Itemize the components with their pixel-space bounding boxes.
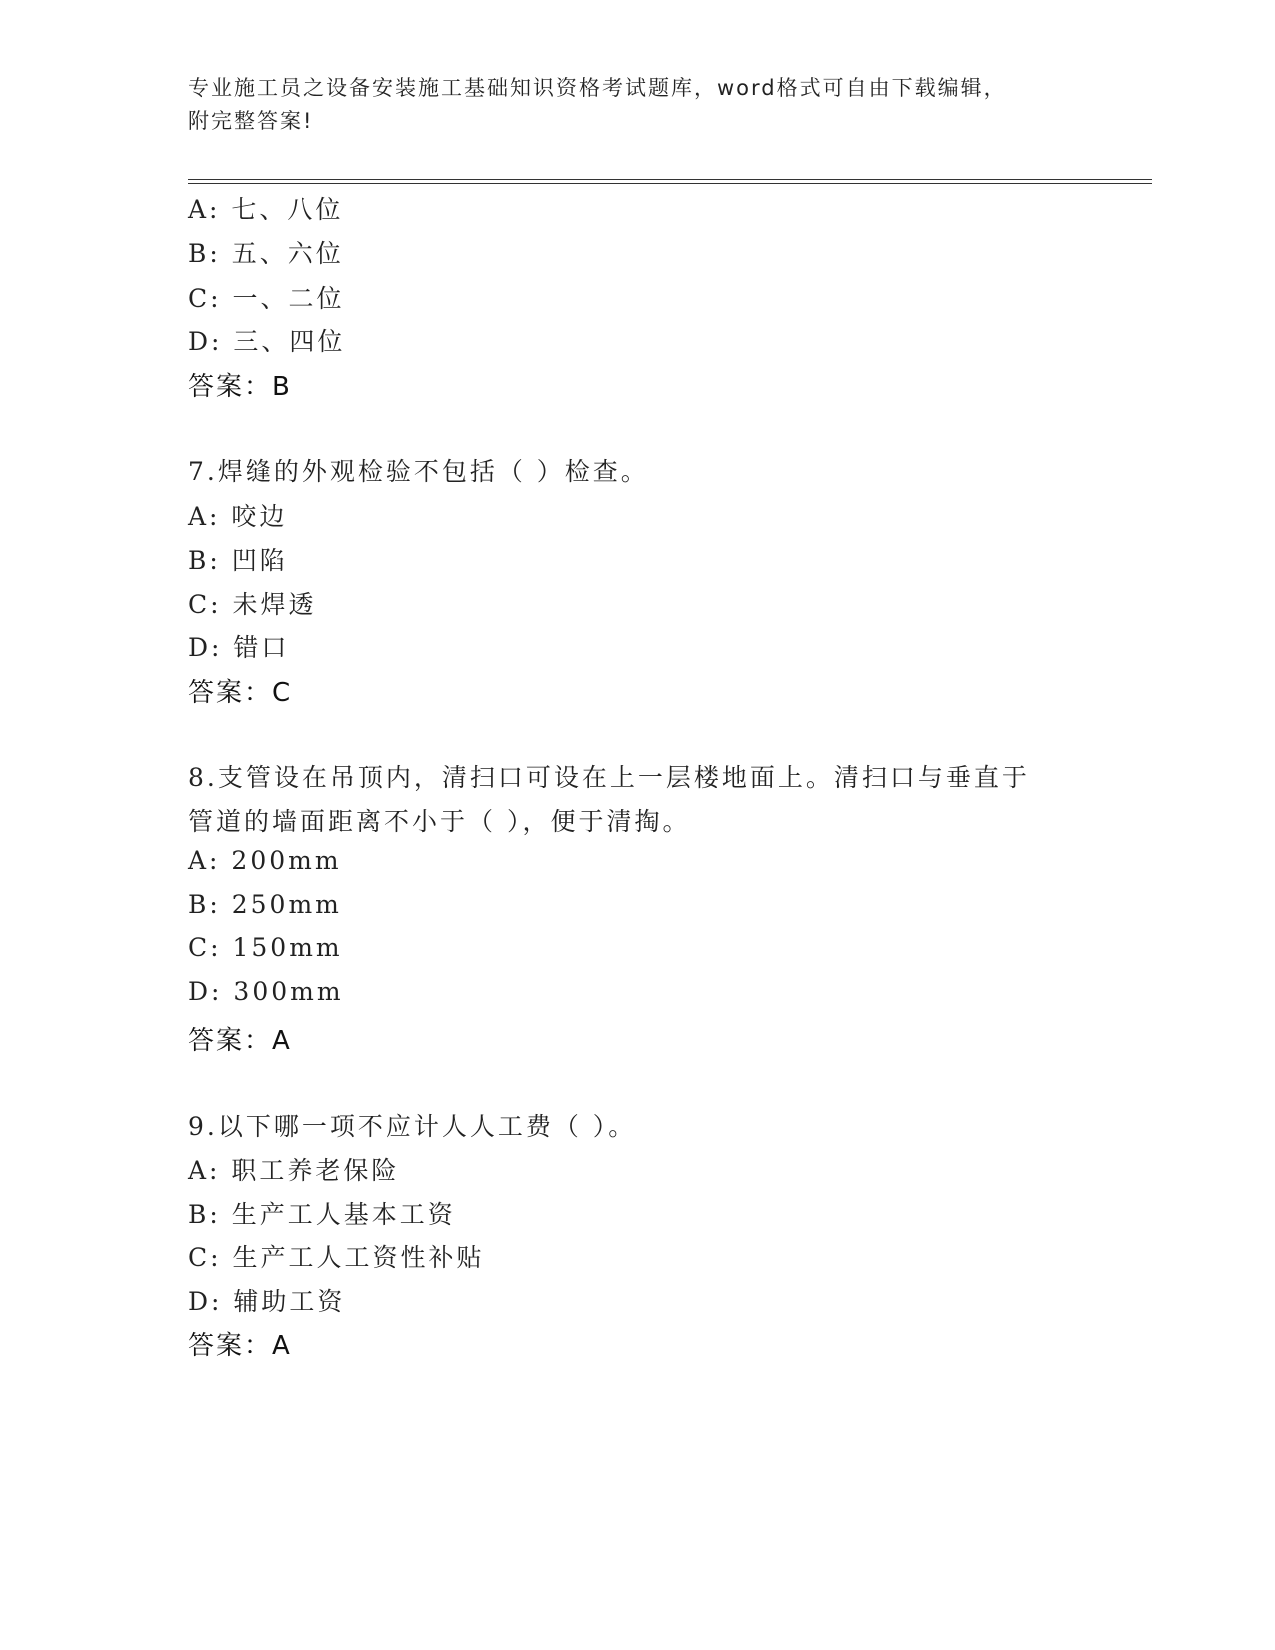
q6-option-b: B: 五、六位 (188, 239, 344, 268)
q9-option-d: D: 辅助工资 (188, 1287, 346, 1316)
q8-option-b: B: 250mm (188, 890, 342, 919)
q6-option-a: A: 七、八位 (188, 195, 344, 224)
q7-stem: 7.焊缝的外观检验不包括（ ）检查。 (188, 457, 649, 486)
header-line-1: 专业施工员之设备安装施工基础知识资格考试题库，word格式可自由下载编辑， (188, 76, 1007, 100)
q9-option-a: A: 职工养老保险 (188, 1156, 400, 1185)
q9-answer: 答案：A (188, 1331, 292, 1361)
q7-option-a: A: 咬边 (188, 502, 288, 531)
q8-stem-line-2: 管道的墙面距离不小于（ ），便于清掏。 (188, 807, 691, 836)
q7-option-b: B: 凹陷 (188, 546, 288, 575)
q8-stem-line-1: 8.支管设在吊顶内，清扫口可设在上一层楼地面上。清扫口与垂直于 (188, 763, 1030, 792)
q8-option-c: C: 150mm (188, 933, 343, 962)
q6-answer: 答案：B (188, 372, 292, 402)
header-divider-top (188, 179, 1152, 180)
q6-option-d: D: 三、四位 (188, 327, 346, 356)
header-line-2: 附完整答案! (188, 109, 314, 133)
q8-answer: 答案：A (188, 1026, 292, 1056)
q8-option-d: D: 300mm (188, 977, 344, 1006)
header-divider-bottom (188, 183, 1152, 184)
q9-option-c: C: 生产工人工资性补贴 (188, 1243, 485, 1272)
q7-answer: 答案：C (188, 678, 293, 708)
q9-stem: 9.以下哪一项不应计人人工费（ ）。 (188, 1112, 637, 1141)
q9-option-b: B: 生产工人基本工资 (188, 1200, 456, 1229)
document-header (188, 72, 1088, 138)
q8-option-a: A: 200mm (188, 846, 342, 875)
q6-option-c: C: 一、二位 (188, 284, 345, 313)
q7-option-d: D: 错口 (188, 633, 290, 662)
q7-option-c: C: 未焊透 (188, 590, 317, 619)
